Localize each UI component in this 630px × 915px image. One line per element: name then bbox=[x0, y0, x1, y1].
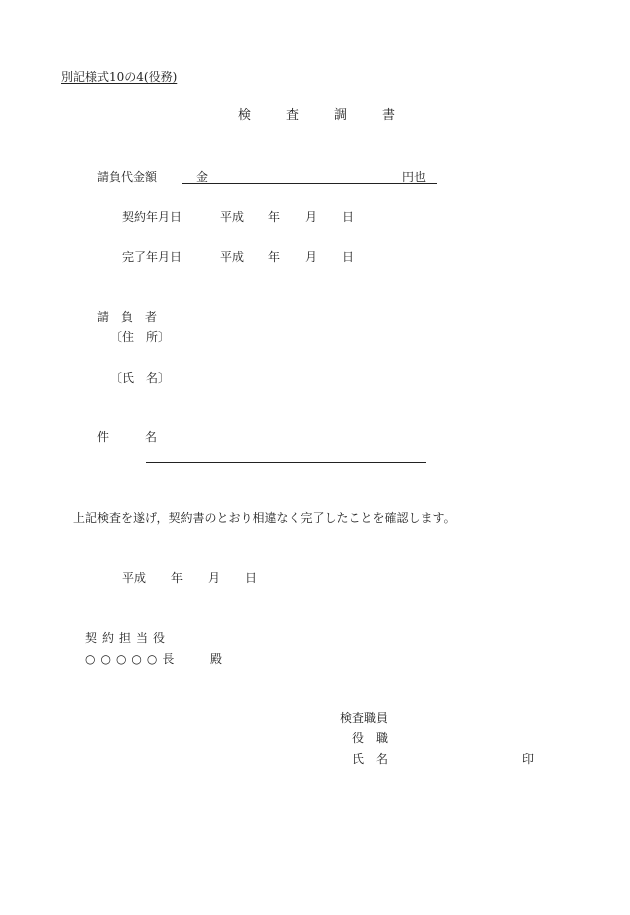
title-char-4: 書 bbox=[382, 108, 396, 123]
completion-date-year: 年 bbox=[268, 250, 281, 264]
confirm-date-era: 平成 bbox=[122, 571, 147, 585]
amount-prefix: 金 bbox=[196, 170, 209, 184]
title-char-1: 検 bbox=[238, 108, 252, 123]
contract-date-era: 平成 bbox=[220, 210, 245, 224]
subject-line bbox=[146, 462, 426, 463]
completion-date-month: 月 bbox=[305, 250, 318, 264]
addressee-role: 契約担当役 bbox=[85, 631, 171, 645]
completion-date-day: 日 bbox=[342, 250, 355, 264]
contract-date-day: 日 bbox=[342, 210, 355, 224]
subject-label: 件 名 bbox=[97, 430, 158, 444]
form-id: 別記様式10の4(役務) bbox=[61, 70, 178, 84]
inspector-position-label: 役 職 bbox=[352, 731, 389, 745]
inspector-label: 検査職員 bbox=[340, 711, 389, 725]
confirm-date-day: 日 bbox=[245, 571, 258, 585]
contract-date-year: 年 bbox=[268, 210, 281, 224]
confirm-date-month: 月 bbox=[208, 571, 221, 585]
completion-date-era: 平成 bbox=[220, 250, 245, 264]
contract-date-label: 契約年月日 bbox=[122, 210, 183, 224]
contract-date-month: 月 bbox=[305, 210, 318, 224]
inspector-name-label: 氏 名 bbox=[352, 752, 389, 766]
confirmation-statement: 上記検査を遂げ，契約書のとおり相違なく完了したことを確認します。 bbox=[73, 511, 456, 525]
completion-date-label: 完了年月日 bbox=[122, 250, 183, 264]
contractor-name-label: 〔氏 名〕 bbox=[110, 371, 171, 385]
amount-line bbox=[182, 183, 437, 184]
amount-suffix: 円也 bbox=[402, 170, 427, 184]
seal-mark: 印 bbox=[522, 752, 535, 766]
contractor-label: 請 負 者 bbox=[97, 310, 158, 324]
title-char-3: 調 bbox=[334, 108, 348, 123]
addressee-honorific: 殿 bbox=[210, 652, 223, 666]
amount-label: 請負代金額 bbox=[97, 170, 158, 184]
title-char-2: 査 bbox=[286, 108, 300, 123]
addressee-name: ○○○○○長 bbox=[85, 652, 180, 666]
confirm-date-year: 年 bbox=[171, 571, 184, 585]
contractor-address-label: 〔住 所〕 bbox=[110, 330, 171, 344]
